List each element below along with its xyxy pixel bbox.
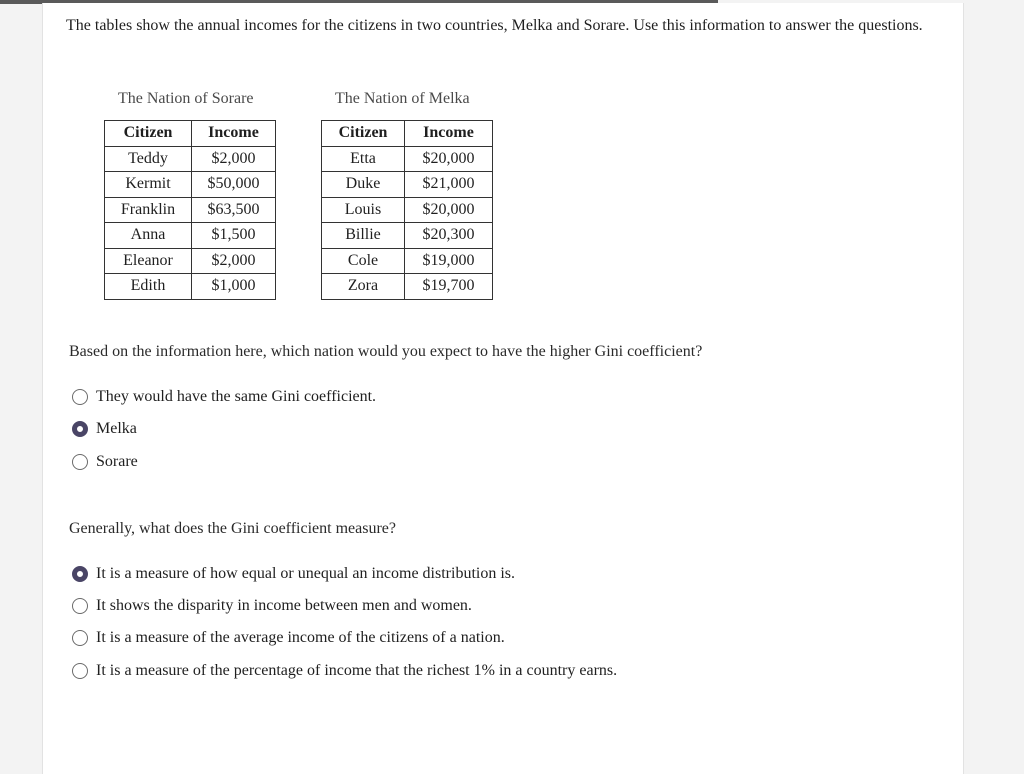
option-label: It shows the disparity in income between men and women. bbox=[96, 597, 472, 614]
income-cell: $21,000 bbox=[405, 172, 493, 198]
citizen-cell: Kermit bbox=[105, 172, 192, 198]
table-row bbox=[322, 223, 493, 249]
table-row bbox=[105, 146, 276, 172]
citizen-cell: Cole bbox=[322, 248, 405, 274]
option-label: Sorare bbox=[96, 453, 138, 470]
option-label: They would have the same Gini coefficient. bbox=[96, 388, 377, 405]
option-label: It is a measure of the percentage of income that the richest 1% in a country earns. bbox=[96, 662, 618, 679]
income-cell: $20,000 bbox=[405, 197, 493, 223]
table-row bbox=[322, 248, 493, 274]
q2-option-average-income[interactable] bbox=[72, 627, 505, 649]
table-row bbox=[105, 172, 276, 198]
citizen-cell: Etta bbox=[322, 146, 405, 172]
table-row bbox=[105, 274, 276, 300]
income-cell: $2,000 bbox=[192, 146, 276, 172]
income-cell: $1,000 bbox=[192, 274, 276, 300]
q1-option-melka[interactable] bbox=[72, 418, 137, 440]
citizen-cell: Franklin bbox=[105, 197, 192, 223]
income-cell: $20,000 bbox=[405, 146, 493, 172]
column-header-citizen: Citizen bbox=[322, 121, 405, 147]
income-cell: $1,500 bbox=[192, 223, 276, 249]
income-cell: $2,000 bbox=[192, 248, 276, 274]
radio-button[interactable] bbox=[72, 598, 88, 614]
citizen-cell: Louis bbox=[322, 197, 405, 223]
citizen-cell: Billie bbox=[322, 223, 405, 249]
q1-option-same[interactable] bbox=[72, 386, 376, 408]
table-row bbox=[322, 172, 493, 198]
intro-text: The tables show the annual incomes for the citizens in two countries, Melka and Sorare. Use this information to answer the questions. bbox=[66, 17, 923, 34]
income-cell: $63,500 bbox=[192, 197, 276, 223]
sorare-income-table bbox=[104, 120, 276, 300]
citizen-cell: Duke bbox=[322, 172, 405, 198]
table-header-row bbox=[105, 121, 276, 147]
option-label: Melka bbox=[96, 420, 137, 437]
income-cell: $19,000 bbox=[405, 248, 493, 274]
option-label: It is a measure of the average income of the citizens of a nation. bbox=[96, 629, 505, 646]
option-label: It is a measure of how equal or unequal an income distribution is. bbox=[96, 565, 516, 582]
radio-button[interactable] bbox=[72, 630, 88, 646]
q1-option-sorare[interactable] bbox=[72, 451, 138, 473]
citizen-cell: Zora bbox=[322, 274, 405, 300]
income-cell: $19,700 bbox=[405, 274, 493, 300]
citizen-cell: Anna bbox=[105, 223, 192, 249]
question-2-text: Generally, what does the Gini coefficient measure? bbox=[69, 520, 396, 537]
column-header-income: Income bbox=[192, 121, 276, 147]
citizen-cell: Edith bbox=[105, 274, 192, 300]
radio-button[interactable] bbox=[72, 566, 88, 582]
question-1-text: Based on the information here, which nation would you expect to have the higher Gini coefficient? bbox=[69, 343, 703, 360]
column-header-citizen: Citizen bbox=[105, 121, 192, 147]
sorare-table-caption: The Nation of Sorare bbox=[118, 90, 254, 107]
radio-button[interactable] bbox=[72, 421, 88, 437]
q2-option-gender-disparity[interactable] bbox=[72, 595, 472, 617]
table-row bbox=[105, 223, 276, 249]
table-row bbox=[322, 274, 493, 300]
table-row bbox=[322, 197, 493, 223]
income-cell: $50,000 bbox=[192, 172, 276, 198]
table-header-row bbox=[322, 121, 493, 147]
table-row bbox=[105, 197, 276, 223]
q2-option-top-one-percent[interactable] bbox=[72, 660, 617, 682]
citizen-cell: Teddy bbox=[105, 146, 192, 172]
radio-button[interactable] bbox=[72, 454, 88, 470]
melka-table-caption: The Nation of Melka bbox=[335, 90, 470, 107]
radio-button[interactable] bbox=[72, 663, 88, 679]
q2-option-equality[interactable] bbox=[72, 563, 515, 585]
table-row bbox=[322, 146, 493, 172]
column-header-income: Income bbox=[405, 121, 493, 147]
income-cell: $20,300 bbox=[405, 223, 493, 249]
radio-button[interactable] bbox=[72, 389, 88, 405]
citizen-cell: Eleanor bbox=[105, 248, 192, 274]
melka-income-table bbox=[321, 120, 493, 300]
table-row bbox=[105, 248, 276, 274]
